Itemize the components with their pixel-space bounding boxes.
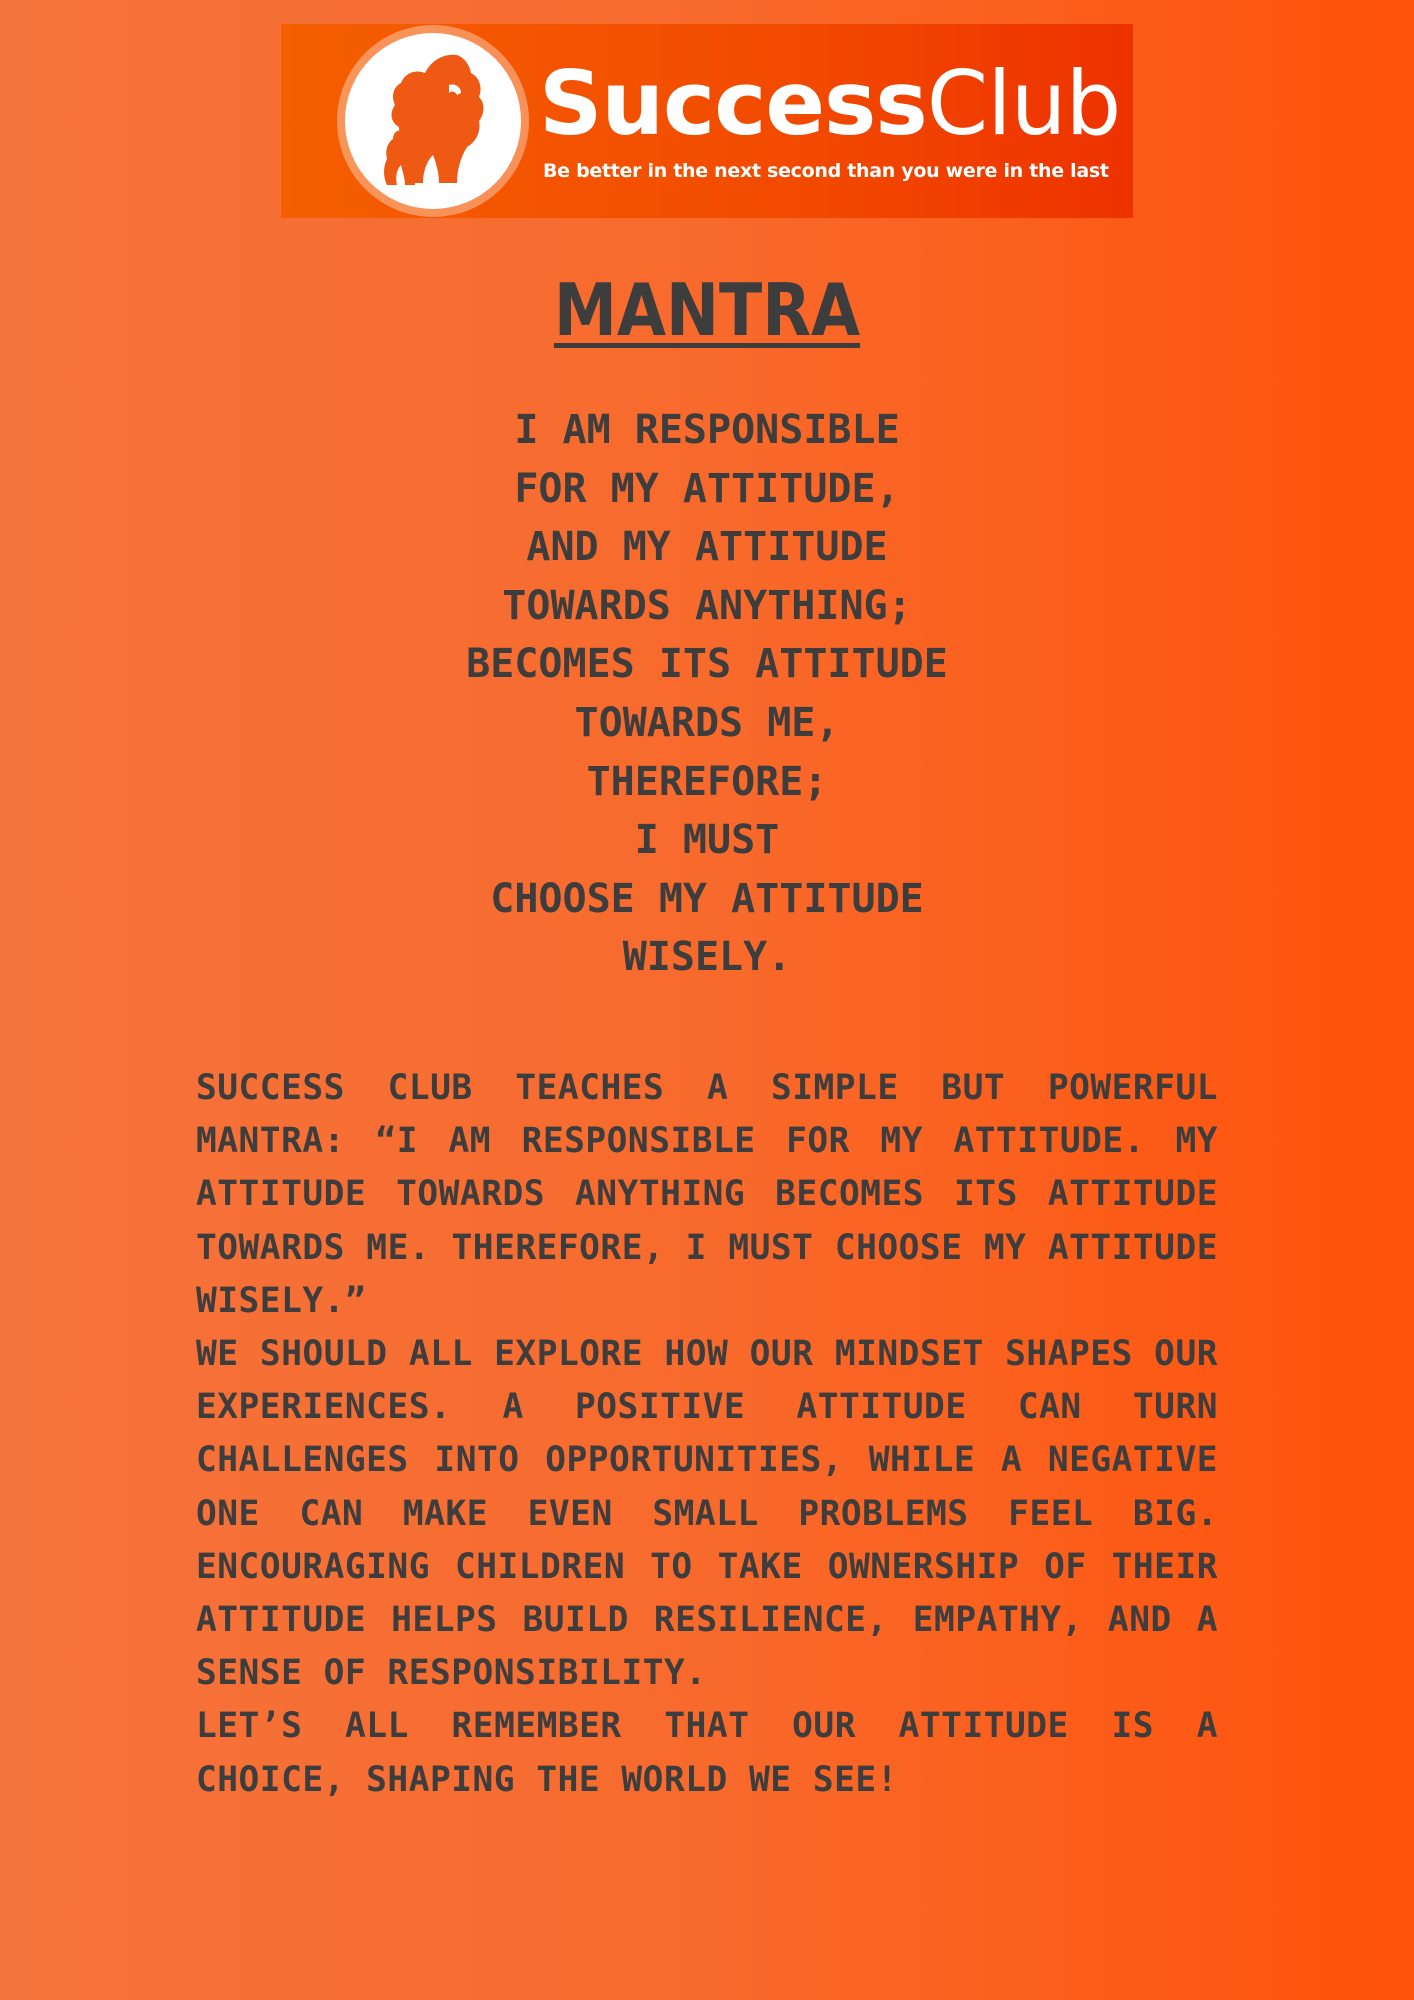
- paragraph-mindset: WE SHOULD ALL EXPLORE HOW OUR MINDSET SHAPES OUR EXPERIENCES. A POSITIVE ATTITUDE CAN TURN CHALLENGES INTO OPPORTUNITIES, WHILE A NEGATIVE ONE CAN MAKE EVEN SMALL PROBLEMS FEEL BIG. ENCOURAGING CHILDREN TO TAKE OWNERSHIP OF THEIR ATTITUDE HELPS BUILD RESILIENCE, EMPATHY, AND A SENSE OF RESPONSIBILITY.: [196, 1334, 1218, 1694]
- mantra-line: TOWARDS ANYTHING;: [502, 582, 912, 629]
- brand-name-light: Club: [926, 52, 1121, 155]
- mantra-line: FOR MY ATTITUDE,: [514, 465, 900, 512]
- body-text: [196, 1062, 1218, 1807]
- mantra-line: CHOOSE MY ATTITUDE: [490, 875, 924, 922]
- paragraph-intro: SUCCESS CLUB TEACHES A SIMPLE BUT POWERFUL MANTRA: “I AM RESPONSIBLE FOR MY ATTITUDE. MY ATTITUDE TOWARDS ANYTHING BECOMES ITS ATTITUDE TOWARDS ME. THEREFORE, I MUST CHOOSE MY ATTITUDE WISELY.”: [196, 1068, 1218, 1321]
- brand-name: [539, 54, 1120, 154]
- paragraph-closing: LET’S ALL REMEMBER THAT OUR ATTITUDE IS A CHOICE, SHAPING THE WORLD WE SEE!: [196, 1706, 1218, 1800]
- header-banner: [281, 24, 1133, 218]
- mantra-line: AND MY ATTITUDE: [526, 524, 888, 571]
- mantra-line: BECOMES ITS ATTITUDE: [466, 641, 948, 688]
- mantra-line: TOWARDS ME,: [574, 699, 840, 746]
- brand-name-bold: Success: [539, 52, 927, 155]
- mantra-line: WISELY.: [622, 934, 792, 981]
- mantra-line: I MUST: [634, 817, 780, 864]
- brand-tagline: Be better in the next second than you were in the last: [543, 160, 1109, 182]
- mantra-line: I AM RESPONSIBLE: [514, 407, 900, 453]
- mantra-poem: [0, 401, 1414, 987]
- page-title: MANTRA: [553, 268, 861, 352]
- logo-lion-icon: [345, 33, 521, 209]
- mantra-line: THEREFORE;: [586, 758, 828, 805]
